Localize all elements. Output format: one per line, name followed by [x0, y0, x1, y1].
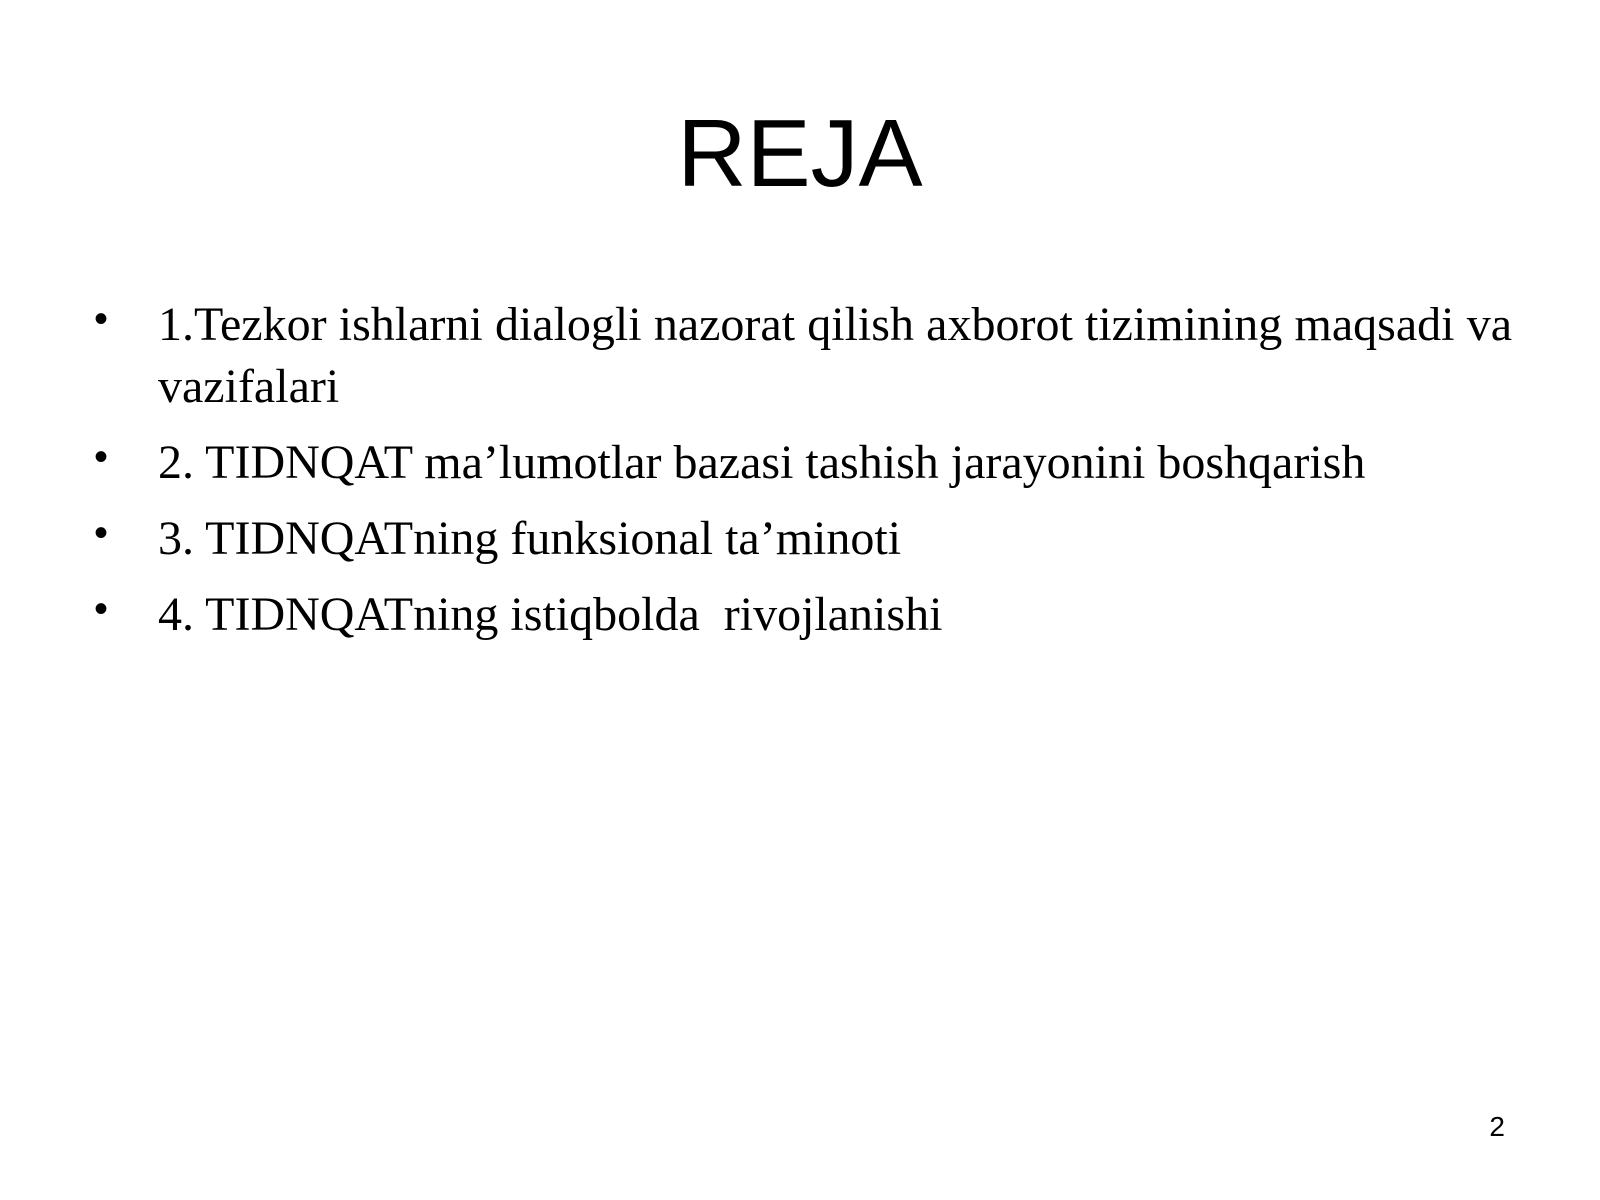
- list-item-text: 2. TIDNQAT ma’lumotlar bazasi tashish jarayonini boshqarish: [158, 436, 1366, 489]
- bullet-icon: •: [94, 511, 109, 555]
- list-item: [94, 432, 1512, 494]
- list-item-text: 3. TIDNQATning funksional ta’minoti: [158, 512, 902, 565]
- list-item-text: 4. TIDNQATning istiqbolda rivojlanishi: [158, 588, 943, 641]
- page-number: 2: [1489, 1111, 1505, 1142]
- list-item: [94, 294, 1512, 418]
- bullet-icon: •: [94, 587, 109, 631]
- list-item-text: 1.Tezkor ishlarni dialogli nazorat qilish axborot tizimining maqsadi va vazifalari: [158, 298, 1512, 413]
- bullet-icon: •: [94, 297, 109, 341]
- bullet-icon: •: [94, 435, 109, 479]
- slide-title: REJA: [677, 100, 923, 207]
- list-item: [94, 508, 1512, 570]
- list-item: [94, 584, 1512, 646]
- plan-list: [94, 294, 1512, 660]
